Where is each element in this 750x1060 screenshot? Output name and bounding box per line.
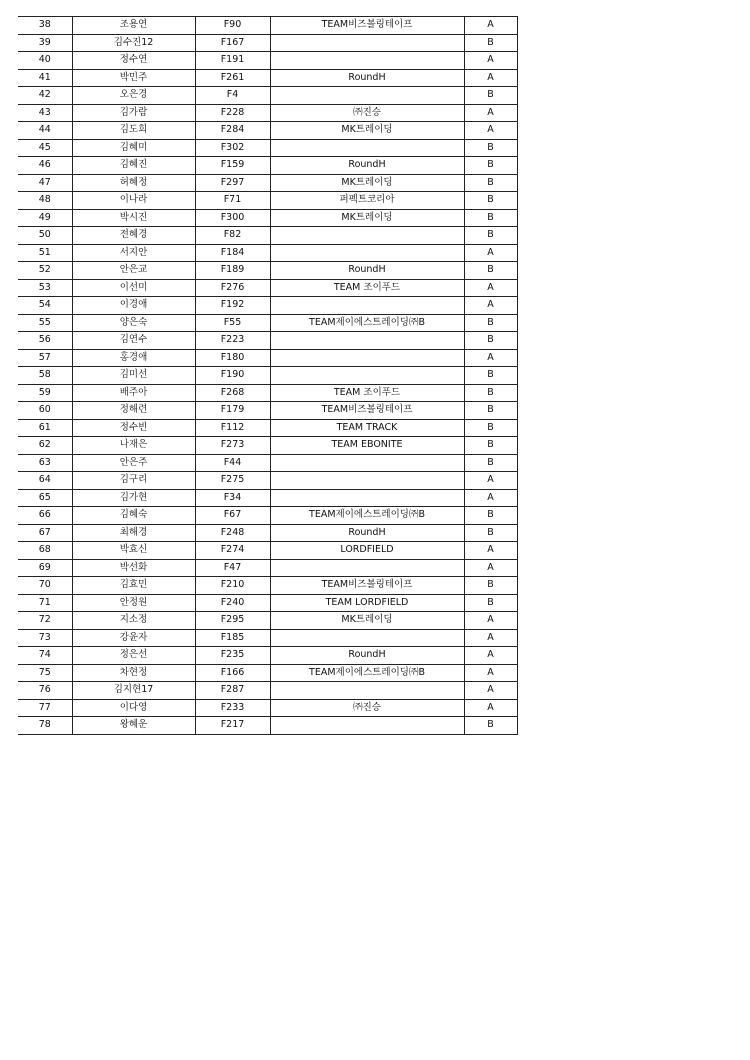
player-id-cell: F44 bbox=[195, 454, 270, 472]
player-id-cell: F235 bbox=[195, 647, 270, 665]
table-row bbox=[18, 209, 517, 227]
player-id-cell: F276 bbox=[195, 279, 270, 297]
team-name-cell: MK트레이딩 bbox=[270, 174, 464, 192]
table-row bbox=[18, 489, 517, 507]
table-row bbox=[18, 717, 517, 735]
team-name-cell bbox=[270, 682, 464, 700]
row-number-cell: 45 bbox=[18, 139, 72, 157]
team-name-cell: TEAM비즈볼링테이프 bbox=[270, 402, 464, 420]
team-name-cell: MK트레이딩 bbox=[270, 612, 464, 630]
table-row bbox=[18, 664, 517, 682]
player-name-cell: 정수빈 bbox=[72, 419, 195, 437]
table-row bbox=[18, 472, 517, 490]
grade-cell: A bbox=[464, 489, 517, 507]
player-name-cell: 김연수 bbox=[72, 332, 195, 350]
team-name-cell: TEAM TRACK bbox=[270, 419, 464, 437]
grade-cell: A bbox=[464, 104, 517, 122]
row-number-cell: 55 bbox=[18, 314, 72, 332]
team-name-cell bbox=[270, 349, 464, 367]
row-number-cell: 39 bbox=[18, 34, 72, 52]
player-id-cell: F55 bbox=[195, 314, 270, 332]
row-number-cell: 51 bbox=[18, 244, 72, 262]
row-number-cell: 52 bbox=[18, 262, 72, 280]
team-name-cell bbox=[270, 472, 464, 490]
table-row bbox=[18, 52, 517, 70]
table-row bbox=[18, 437, 517, 455]
player-name-cell: 김구리 bbox=[72, 472, 195, 490]
roster-table bbox=[18, 16, 518, 735]
team-name-cell: RoundH bbox=[270, 69, 464, 87]
player-name-cell: 이나라 bbox=[72, 192, 195, 210]
roster-table-body bbox=[18, 17, 517, 735]
row-number-cell: 42 bbox=[18, 87, 72, 105]
row-number-cell: 67 bbox=[18, 524, 72, 542]
grade-cell: A bbox=[464, 52, 517, 70]
team-name-cell bbox=[270, 367, 464, 385]
table-row bbox=[18, 507, 517, 525]
table-row bbox=[18, 17, 517, 35]
table-row bbox=[18, 279, 517, 297]
grade-cell: A bbox=[464, 69, 517, 87]
player-name-cell: 정은선 bbox=[72, 647, 195, 665]
grade-cell: A bbox=[464, 17, 517, 35]
player-id-cell: F47 bbox=[195, 559, 270, 577]
player-name-cell: 김수진12 bbox=[72, 34, 195, 52]
player-id-cell: F34 bbox=[195, 489, 270, 507]
row-number-cell: 65 bbox=[18, 489, 72, 507]
row-number-cell: 70 bbox=[18, 577, 72, 595]
team-name-cell: TEAM LORDFIELD bbox=[270, 594, 464, 612]
grade-cell: B bbox=[464, 402, 517, 420]
table-row bbox=[18, 34, 517, 52]
player-name-cell: 박시진 bbox=[72, 209, 195, 227]
grade-cell: A bbox=[464, 699, 517, 717]
player-name-cell: 전혜경 bbox=[72, 227, 195, 245]
grade-cell: A bbox=[464, 244, 517, 262]
grade-cell: B bbox=[464, 314, 517, 332]
table-row bbox=[18, 629, 517, 647]
table-row bbox=[18, 682, 517, 700]
player-name-cell: 김혜미 bbox=[72, 139, 195, 157]
player-id-cell: F233 bbox=[195, 699, 270, 717]
team-name-cell bbox=[270, 52, 464, 70]
player-id-cell: F167 bbox=[195, 34, 270, 52]
roster-sheet bbox=[18, 16, 518, 735]
player-name-cell: 강윤자 bbox=[72, 629, 195, 647]
player-name-cell: 김가현 bbox=[72, 489, 195, 507]
row-number-cell: 53 bbox=[18, 279, 72, 297]
player-id-cell: F180 bbox=[195, 349, 270, 367]
player-name-cell: 김지현17 bbox=[72, 682, 195, 700]
row-number-cell: 54 bbox=[18, 297, 72, 315]
row-number-cell: 75 bbox=[18, 664, 72, 682]
row-number-cell: 66 bbox=[18, 507, 72, 525]
table-row bbox=[18, 419, 517, 437]
team-name-cell bbox=[270, 629, 464, 647]
player-name-cell: 안정원 bbox=[72, 594, 195, 612]
table-row bbox=[18, 157, 517, 175]
team-name-cell bbox=[270, 34, 464, 52]
team-name-cell: RoundH bbox=[270, 262, 464, 280]
table-row bbox=[18, 192, 517, 210]
player-name-cell: 박민주 bbox=[72, 69, 195, 87]
team-name-cell: MK트레이딩 bbox=[270, 122, 464, 140]
grade-cell: B bbox=[464, 332, 517, 350]
grade-cell: B bbox=[464, 454, 517, 472]
row-number-cell: 43 bbox=[18, 104, 72, 122]
player-id-cell: F67 bbox=[195, 507, 270, 525]
player-name-cell: 김혜진 bbox=[72, 157, 195, 175]
player-name-cell: 안은주 bbox=[72, 454, 195, 472]
player-id-cell: F166 bbox=[195, 664, 270, 682]
row-number-cell: 48 bbox=[18, 192, 72, 210]
table-row bbox=[18, 524, 517, 542]
team-name-cell: MK트레이딩 bbox=[270, 209, 464, 227]
grade-cell: B bbox=[464, 227, 517, 245]
player-name-cell: 이경애 bbox=[72, 297, 195, 315]
grade-cell: A bbox=[464, 629, 517, 647]
player-name-cell: 배주아 bbox=[72, 384, 195, 402]
grade-cell: B bbox=[464, 262, 517, 280]
grade-cell: B bbox=[464, 157, 517, 175]
grade-cell: B bbox=[464, 437, 517, 455]
row-number-cell: 62 bbox=[18, 437, 72, 455]
row-number-cell: 69 bbox=[18, 559, 72, 577]
player-id-cell: F248 bbox=[195, 524, 270, 542]
team-name-cell bbox=[270, 332, 464, 350]
player-name-cell: 이선미 bbox=[72, 279, 195, 297]
player-name-cell: 김혜숙 bbox=[72, 507, 195, 525]
player-id-cell: F112 bbox=[195, 419, 270, 437]
row-number-cell: 50 bbox=[18, 227, 72, 245]
row-number-cell: 74 bbox=[18, 647, 72, 665]
player-name-cell: 왕혜운 bbox=[72, 717, 195, 735]
row-number-cell: 63 bbox=[18, 454, 72, 472]
grade-cell: B bbox=[464, 139, 517, 157]
team-name-cell: RoundH bbox=[270, 647, 464, 665]
grade-cell: B bbox=[464, 209, 517, 227]
grade-cell: A bbox=[464, 542, 517, 560]
player-id-cell: F300 bbox=[195, 209, 270, 227]
row-number-cell: 73 bbox=[18, 629, 72, 647]
table-row bbox=[18, 402, 517, 420]
team-name-cell bbox=[270, 717, 464, 735]
row-number-cell: 41 bbox=[18, 69, 72, 87]
row-number-cell: 38 bbox=[18, 17, 72, 35]
row-number-cell: 56 bbox=[18, 332, 72, 350]
grade-cell: B bbox=[464, 174, 517, 192]
table-row bbox=[18, 367, 517, 385]
player-id-cell: F261 bbox=[195, 69, 270, 87]
grade-cell: B bbox=[464, 87, 517, 105]
player-name-cell: 정해련 bbox=[72, 402, 195, 420]
row-number-cell: 40 bbox=[18, 52, 72, 70]
player-id-cell: F284 bbox=[195, 122, 270, 140]
table-row bbox=[18, 542, 517, 560]
player-id-cell: F217 bbox=[195, 717, 270, 735]
team-name-cell: LORDFIELD bbox=[270, 542, 464, 560]
player-id-cell: F268 bbox=[195, 384, 270, 402]
table-row bbox=[18, 699, 517, 717]
player-id-cell: F191 bbox=[195, 52, 270, 70]
table-row bbox=[18, 244, 517, 262]
row-number-cell: 47 bbox=[18, 174, 72, 192]
team-name-cell: TEAM제이에스트레이딩㈜B bbox=[270, 507, 464, 525]
table-row bbox=[18, 332, 517, 350]
table-row bbox=[18, 87, 517, 105]
player-id-cell: F275 bbox=[195, 472, 270, 490]
player-name-cell: 박효신 bbox=[72, 542, 195, 560]
player-id-cell: F273 bbox=[195, 437, 270, 455]
player-name-cell: 안은교 bbox=[72, 262, 195, 280]
grade-cell: A bbox=[464, 647, 517, 665]
player-id-cell: F82 bbox=[195, 227, 270, 245]
team-name-cell bbox=[270, 489, 464, 507]
player-name-cell: 김가람 bbox=[72, 104, 195, 122]
grade-cell: B bbox=[464, 594, 517, 612]
team-name-cell bbox=[270, 559, 464, 577]
team-name-cell: ㈜진승 bbox=[270, 699, 464, 717]
team-name-cell: TEAM제이에스트레이딩㈜B bbox=[270, 314, 464, 332]
player-id-cell: F274 bbox=[195, 542, 270, 560]
row-number-cell: 46 bbox=[18, 157, 72, 175]
table-row bbox=[18, 577, 517, 595]
player-id-cell: F192 bbox=[195, 297, 270, 315]
player-name-cell: 최해경 bbox=[72, 524, 195, 542]
player-id-cell: F185 bbox=[195, 629, 270, 647]
player-id-cell: F189 bbox=[195, 262, 270, 280]
grade-cell: B bbox=[464, 367, 517, 385]
player-id-cell: F302 bbox=[195, 139, 270, 157]
grade-cell: A bbox=[464, 664, 517, 682]
player-name-cell: 차현정 bbox=[72, 664, 195, 682]
player-id-cell: F240 bbox=[195, 594, 270, 612]
grade-cell: B bbox=[464, 507, 517, 525]
grade-cell: B bbox=[464, 419, 517, 437]
grade-cell: A bbox=[464, 682, 517, 700]
team-name-cell: RoundH bbox=[270, 157, 464, 175]
team-name-cell bbox=[270, 297, 464, 315]
team-name-cell: ㈜진승 bbox=[270, 104, 464, 122]
player-name-cell: 허혜정 bbox=[72, 174, 195, 192]
player-name-cell: 홍경애 bbox=[72, 349, 195, 367]
team-name-cell: TEAM EBONITE bbox=[270, 437, 464, 455]
grade-cell: B bbox=[464, 192, 517, 210]
grade-cell: A bbox=[464, 349, 517, 367]
row-number-cell: 49 bbox=[18, 209, 72, 227]
grade-cell: A bbox=[464, 297, 517, 315]
row-number-cell: 44 bbox=[18, 122, 72, 140]
grade-cell: B bbox=[464, 577, 517, 595]
table-row bbox=[18, 594, 517, 612]
player-id-cell: F295 bbox=[195, 612, 270, 630]
player-id-cell: F179 bbox=[195, 402, 270, 420]
team-name-cell: TEAM 조이푸드 bbox=[270, 279, 464, 297]
player-name-cell: 나재은 bbox=[72, 437, 195, 455]
table-row bbox=[18, 262, 517, 280]
team-name-cell: TEAM비즈볼링테이프 bbox=[270, 577, 464, 595]
player-id-cell: F4 bbox=[195, 87, 270, 105]
grade-cell: A bbox=[464, 472, 517, 490]
grade-cell: A bbox=[464, 612, 517, 630]
table-row bbox=[18, 349, 517, 367]
player-name-cell: 김도희 bbox=[72, 122, 195, 140]
table-row bbox=[18, 139, 517, 157]
player-name-cell: 이다영 bbox=[72, 699, 195, 717]
row-number-cell: 59 bbox=[18, 384, 72, 402]
row-number-cell: 68 bbox=[18, 542, 72, 560]
grade-cell: B bbox=[464, 384, 517, 402]
table-row bbox=[18, 559, 517, 577]
player-id-cell: F190 bbox=[195, 367, 270, 385]
row-number-cell: 76 bbox=[18, 682, 72, 700]
player-name-cell: 서지안 bbox=[72, 244, 195, 262]
table-row bbox=[18, 174, 517, 192]
table-row bbox=[18, 314, 517, 332]
row-number-cell: 77 bbox=[18, 699, 72, 717]
player-id-cell: F159 bbox=[195, 157, 270, 175]
row-number-cell: 78 bbox=[18, 717, 72, 735]
table-row bbox=[18, 69, 517, 87]
row-number-cell: 64 bbox=[18, 472, 72, 490]
team-name-cell: RoundH bbox=[270, 524, 464, 542]
player-id-cell: F228 bbox=[195, 104, 270, 122]
row-number-cell: 61 bbox=[18, 419, 72, 437]
team-name-cell: 퍼펙트코리아 bbox=[270, 192, 464, 210]
team-name-cell bbox=[270, 454, 464, 472]
player-id-cell: F71 bbox=[195, 192, 270, 210]
player-name-cell: 김효민 bbox=[72, 577, 195, 595]
team-name-cell: TEAM제이에스트레이딩㈜B bbox=[270, 664, 464, 682]
grade-cell: B bbox=[464, 34, 517, 52]
player-name-cell: 양은숙 bbox=[72, 314, 195, 332]
team-name-cell: TEAM 조이푸드 bbox=[270, 384, 464, 402]
player-id-cell: F210 bbox=[195, 577, 270, 595]
grade-cell: B bbox=[464, 717, 517, 735]
grade-cell: A bbox=[464, 122, 517, 140]
row-number-cell: 71 bbox=[18, 594, 72, 612]
table-row bbox=[18, 122, 517, 140]
row-number-cell: 72 bbox=[18, 612, 72, 630]
table-row bbox=[18, 454, 517, 472]
team-name-cell bbox=[270, 87, 464, 105]
player-id-cell: F90 bbox=[195, 17, 270, 35]
team-name-cell bbox=[270, 244, 464, 262]
player-name-cell: 조용연 bbox=[72, 17, 195, 35]
player-name-cell: 박선화 bbox=[72, 559, 195, 577]
grade-cell: B bbox=[464, 524, 517, 542]
grade-cell: A bbox=[464, 279, 517, 297]
table-row bbox=[18, 612, 517, 630]
table-row bbox=[18, 104, 517, 122]
player-name-cell: 오은경 bbox=[72, 87, 195, 105]
player-id-cell: F184 bbox=[195, 244, 270, 262]
team-name-cell bbox=[270, 227, 464, 245]
grade-cell: A bbox=[464, 559, 517, 577]
team-name-cell bbox=[270, 139, 464, 157]
player-name-cell: 지소정 bbox=[72, 612, 195, 630]
table-row bbox=[18, 297, 517, 315]
player-id-cell: F287 bbox=[195, 682, 270, 700]
team-name-cell: TEAM비즈볼링테이프 bbox=[270, 17, 464, 35]
table-row bbox=[18, 384, 517, 402]
row-number-cell: 60 bbox=[18, 402, 72, 420]
row-number-cell: 58 bbox=[18, 367, 72, 385]
player-id-cell: F297 bbox=[195, 174, 270, 192]
player-name-cell: 정수연 bbox=[72, 52, 195, 70]
row-number-cell: 57 bbox=[18, 349, 72, 367]
table-row bbox=[18, 227, 517, 245]
player-id-cell: F223 bbox=[195, 332, 270, 350]
table-row bbox=[18, 647, 517, 665]
player-name-cell: 김미선 bbox=[72, 367, 195, 385]
